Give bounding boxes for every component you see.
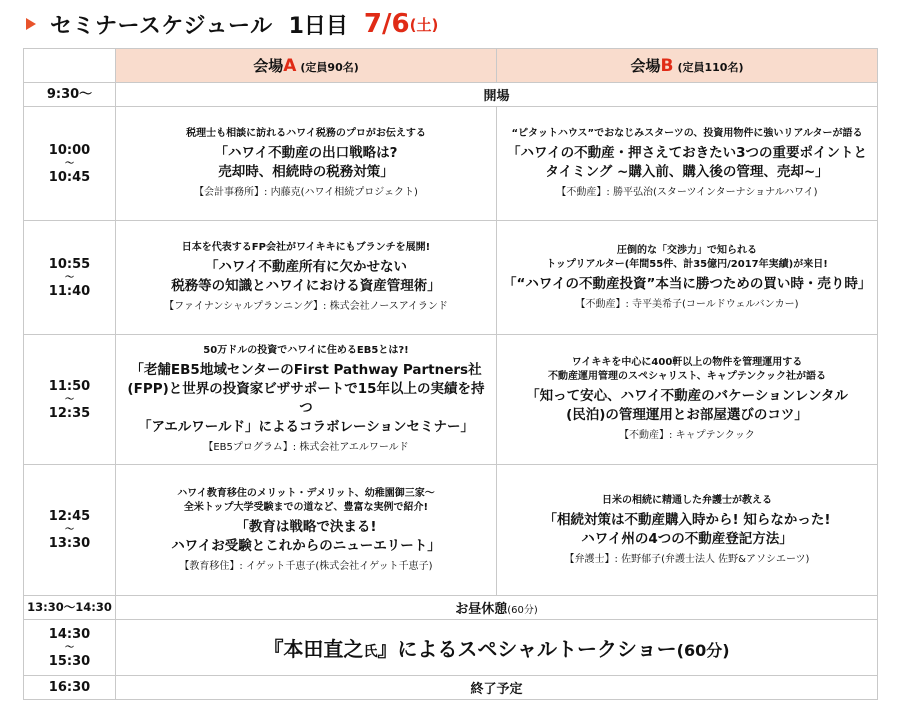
- venue-b-letter: B: [660, 56, 674, 76]
- time-start: 10:00: [48, 142, 91, 158]
- time-cell: [24, 221, 116, 335]
- session-cell-a: [116, 107, 497, 221]
- session-cell-b: [497, 107, 878, 221]
- session-lead: 全米トップ大学受験までの道など、豊富な実例で紹介!: [183, 501, 429, 513]
- schedule-table: [23, 48, 878, 700]
- session-title: 「相続対策は不動産購入時から! 知らなかった!: [543, 511, 831, 528]
- session-title: タイミング ~購入前、購入後の管理、売却~」: [545, 164, 829, 180]
- arrow-icon: [26, 18, 36, 30]
- session-title: 「ハワイ不動産の出口戦略は?: [214, 145, 398, 161]
- time-header: [24, 49, 116, 83]
- session-row: [24, 335, 878, 465]
- session-lead: ワイキキを中心に400軒以上の物件を管理運用する: [571, 357, 803, 368]
- session-lead: “ピタットハウス”でおなじみスターツの、投資用物件に強いリアルターが語る: [511, 128, 863, 139]
- lunch-note: (60分): [507, 605, 538, 616]
- day-label: 1日目: [288, 13, 348, 39]
- time-start: 14:30: [48, 626, 91, 642]
- venue-b-capacity: (定員110名): [677, 61, 744, 74]
- session-title: 売却時、相続時の税務対策」: [218, 164, 394, 180]
- end-label: 終了予定: [116, 676, 878, 700]
- session-cell-a: [116, 221, 497, 335]
- time-cell: 16:30: [24, 676, 116, 700]
- talk-post: 』によるスペシャルトークショー: [377, 637, 677, 661]
- time-end: 10:45: [48, 169, 91, 185]
- session-lead: 日米の相続に精通した弁護士が教える: [602, 494, 772, 506]
- lunch-row: [24, 596, 878, 620]
- session-row: [24, 221, 878, 335]
- session-cell-b: [497, 221, 878, 335]
- venue-a-header: [116, 49, 497, 83]
- open-row: [24, 83, 878, 107]
- session-title: ハワイお受験とこれからのニューエリート」: [171, 537, 441, 554]
- talk-row: [24, 620, 878, 676]
- session-speaker: 【ファイナンシャルプランニング】: 株式会社ノースアイランド: [164, 301, 448, 312]
- time-end: 13:30: [48, 536, 91, 551]
- session-lead: ハワイ教育移住のメリット・デメリット、幼稚園御三家〜: [177, 487, 435, 499]
- session-cell-a: [116, 465, 497, 596]
- session-lead: 不動産運用管理のスペシャリスト、キャプテンクック社が語る: [548, 371, 826, 382]
- session-speaker: 【弁護士】: 佐野郁子(弁護士法人 佐野&アソシエーツ): [564, 553, 810, 565]
- time-tilde: 〜: [64, 272, 74, 283]
- venue-b-header: [497, 49, 878, 83]
- session-lead: 50万ドルの投資でハワイに住めるEB5とは?!: [203, 345, 409, 356]
- session-cell-b: [497, 335, 878, 465]
- page-title: セミナースケジュール: [50, 13, 273, 39]
- session-lead: 税理士も相談に訪れるハワイ税務のプロがお伝えする: [186, 128, 426, 139]
- session-cell-b: [497, 465, 878, 596]
- time-tilde: 〜: [64, 642, 74, 653]
- venue-a-letter: A: [283, 56, 297, 76]
- session-lead: 圧倒的な「交渉力」で知られる: [617, 244, 757, 256]
- time-cell: [24, 465, 116, 596]
- date-label: 7/6: [363, 9, 410, 39]
- session-title: 「ハワイの不動産・押さえておきたい3つの重要ポイントと: [507, 145, 867, 161]
- talk-show-cell: [116, 620, 878, 676]
- session-title: (民泊)の管理運用とお部屋選びのコツ」: [566, 407, 808, 423]
- time-cell: 13:30〜14:30: [24, 596, 116, 620]
- session-speaker: 【教育移住】: イゲット千恵子(株式会社イゲット千恵子): [179, 560, 433, 572]
- session-title: (FPP)と世界の投資家ビザサポートで15年以上の実績を持つ: [127, 381, 485, 416]
- schedule-header: [26, 4, 438, 44]
- time-cell: [24, 107, 116, 221]
- time-start: 11:50: [48, 378, 91, 394]
- session-speaker: 【会計事務所】: 内藤克(ハワイ相続プロジェクト): [194, 187, 418, 198]
- session-lead: トップリアルター(年間55件、計35億円/2017年実績)が来日!: [546, 258, 828, 270]
- session-title: 「“ハワイの不動産投資”本当に勝つための買い時・売り時」: [503, 275, 872, 292]
- talk-honorific: 氏: [363, 644, 378, 660]
- time-cell: [24, 620, 116, 676]
- session-title: 「知って安心、ハワイ不動産のバケーションレンタル: [526, 388, 848, 404]
- session-row: [24, 465, 878, 596]
- session-title: 「教育は戦略で決まる!: [235, 518, 377, 535]
- end-row: [24, 676, 878, 700]
- session-lead: 日本を代表するFP会社がワイキキにもブランチを展開!: [181, 242, 431, 253]
- time-tilde: 〜: [64, 158, 74, 169]
- session-title: 税務等の知識とハワイにおける資産管理術」: [171, 278, 441, 294]
- time-end: 15:30: [48, 653, 91, 669]
- session-title: 「老舗EB5地域センターのFirst Pathway Partners社: [130, 362, 482, 378]
- time-cell: 9:30〜: [24, 83, 116, 107]
- venue-a-capacity: (定員90名): [300, 61, 359, 74]
- time-start: 10:55: [48, 256, 91, 272]
- session-speaker: 【不動産】: 勝平弘治(スターツインターナショナルハワイ): [556, 187, 818, 198]
- session-speaker: 【不動産】: 寺平美希子(コールドウェルバンカー): [575, 298, 799, 310]
- time-tilde: 〜: [64, 525, 74, 535]
- time-cell: [24, 335, 116, 465]
- talk-duration: (60分): [676, 641, 730, 660]
- session-title: 「アエルワールド」によるコラボレーションセミナー」: [137, 419, 474, 435]
- venue-b-prefix: 会場: [630, 57, 661, 75]
- session-title: ハワイ州の4つの不動産登記方法」: [581, 530, 793, 547]
- venue-a-prefix: 会場: [253, 57, 284, 75]
- session-row: [24, 107, 878, 221]
- session-cell-a: [116, 335, 497, 465]
- session-title: 「ハワイ不動産所有に欠かせない: [204, 259, 408, 275]
- session-speaker: 【不動産】: キャプテンクック: [619, 430, 755, 441]
- weekday-label: (土): [409, 15, 439, 34]
- time-start: 12:45: [48, 509, 91, 524]
- time-end: 11:40: [48, 283, 91, 299]
- table-header-row: [24, 49, 878, 83]
- session-speaker: 【EB5プログラム】: 株式会社アエルワールド: [203, 442, 409, 453]
- talk-pre: 『本田直之: [263, 637, 364, 661]
- open-label: 開場: [116, 83, 878, 107]
- lunch-label: お昼休憩: [455, 602, 508, 617]
- lunch-cell: [116, 596, 878, 620]
- time-end: 12:35: [48, 405, 91, 421]
- time-tilde: 〜: [64, 394, 74, 405]
